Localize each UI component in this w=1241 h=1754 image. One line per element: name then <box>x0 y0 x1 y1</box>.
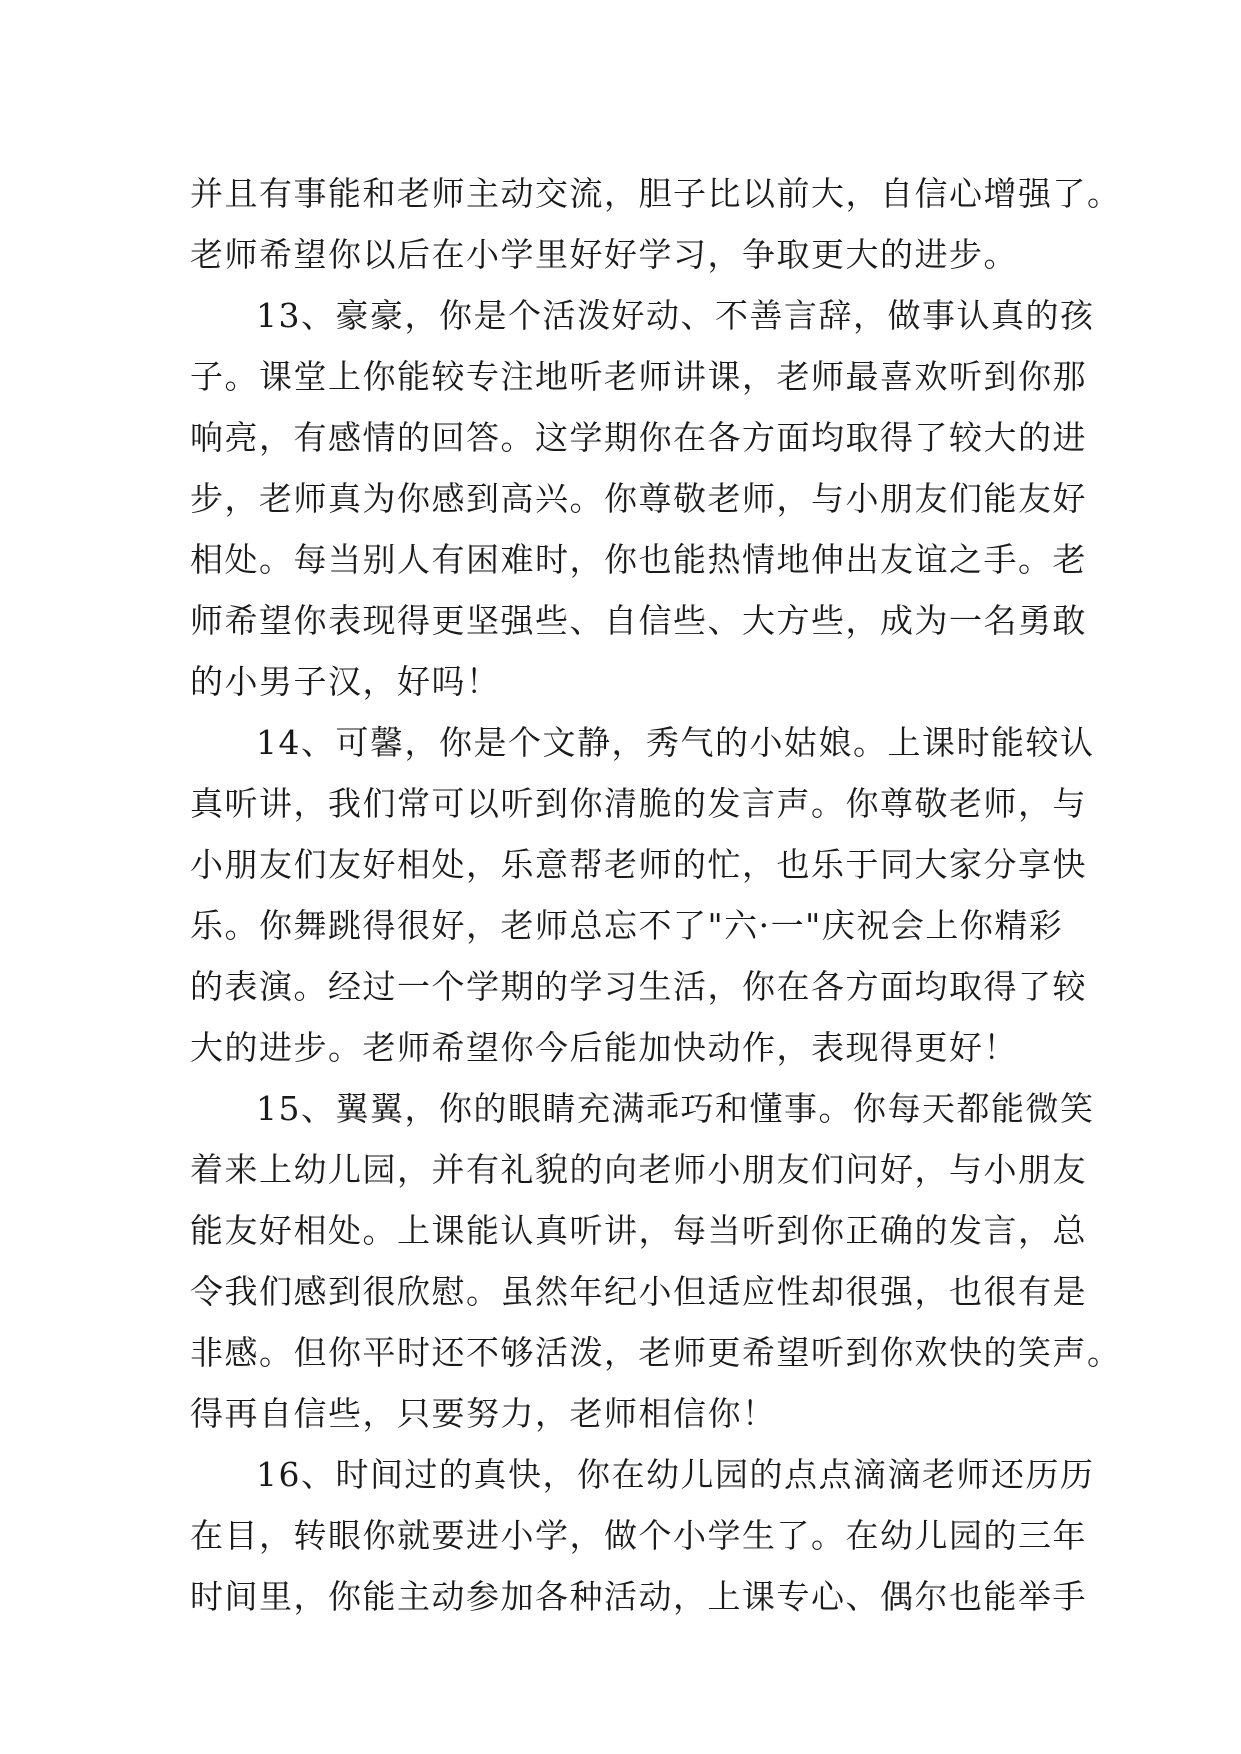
text-line: 师希望你表现得更坚强些、自信些、大方些，成为一名勇敢 <box>190 601 1087 640</box>
document-body <box>190 163 1122 1627</box>
paragraph-start-line: 15、翼翼，你的眼睛充满乖巧和懂事。你每天都能微笑 <box>256 1089 1095 1128</box>
text-line: 响亮，有感情的回答。这学期你在各方面均取得了较大的进 <box>190 418 1087 457</box>
paragraph-start-line: 16、时间过的真快，你在幼儿园的点点滴滴老师还历历 <box>256 1455 1095 1494</box>
text-line: 并且有事能和老师主动交流，胆子比以前大，自信心增强了。 <box>190 174 1122 213</box>
text-line: 步，老师真为你感到高兴。你尊敬老师，与小朋友们能友好 <box>190 479 1087 518</box>
text-line: 令我们感到很欣慰。虽然年纪小但适应性却很强，也很有是 <box>190 1272 1087 1311</box>
text-line: 小朋友们友好相处，乐意帮老师的忙，也乐于同大家分享快 <box>190 845 1087 884</box>
text-line: 的小男子汉，好吗！ <box>190 662 501 701</box>
text-line: 相处。每当别人有困难时，你也能热情地伸出友谊之手。老 <box>190 540 1087 579</box>
text-line: 能友好相处。上课能认真听讲，每当听到你正确的发言，总 <box>190 1211 1087 1250</box>
text-line: 真听讲，我们常可以听到你清脆的发言声。你尊敬老师，与 <box>190 784 1087 823</box>
text-line: 老师希望你以后在小学里好好学习，争取更大的进步。 <box>190 235 1018 274</box>
paragraph-start-line: 13、豪豪，你是个活泼好动、不善言辞，做事认真的孩 <box>256 296 1095 335</box>
text-line: 在目，转眼你就要进小学，做个小学生了。在幼儿园的三年 <box>190 1516 1087 1555</box>
text-line: 非感。但你平时还不够活泼，老师更希望听到你欢快的笑声。 <box>190 1333 1122 1372</box>
paragraph-start-line: 14、可馨，你是个文静，秀气的小姑娘。上课时能较认 <box>256 723 1095 762</box>
text-line: 大的进步。老师希望你今后能加快动作，表现得更好！ <box>190 1028 1018 1067</box>
text-line: 得再自信些，只要努力，老师相信你！ <box>190 1394 777 1433</box>
text-line: 时间里，你能主动参加各种活动，上课专心、偶尔也能举手 <box>190 1577 1087 1616</box>
text-line: 子。课堂上你能较专注地听老师讲课，老师最喜欢听到你那 <box>190 357 1087 396</box>
text-line: 的表演。经过一个学期的学习生活，你在各方面均取得了较 <box>190 967 1087 1006</box>
text-line: 着来上幼儿园，并有礼貌的向老师小朋友们问好，与小朋友 <box>190 1150 1087 1189</box>
text-line: 乐。你舞跳得很好，老师总忘不了"六·一"庆祝会上你精彩 <box>190 906 1064 945</box>
